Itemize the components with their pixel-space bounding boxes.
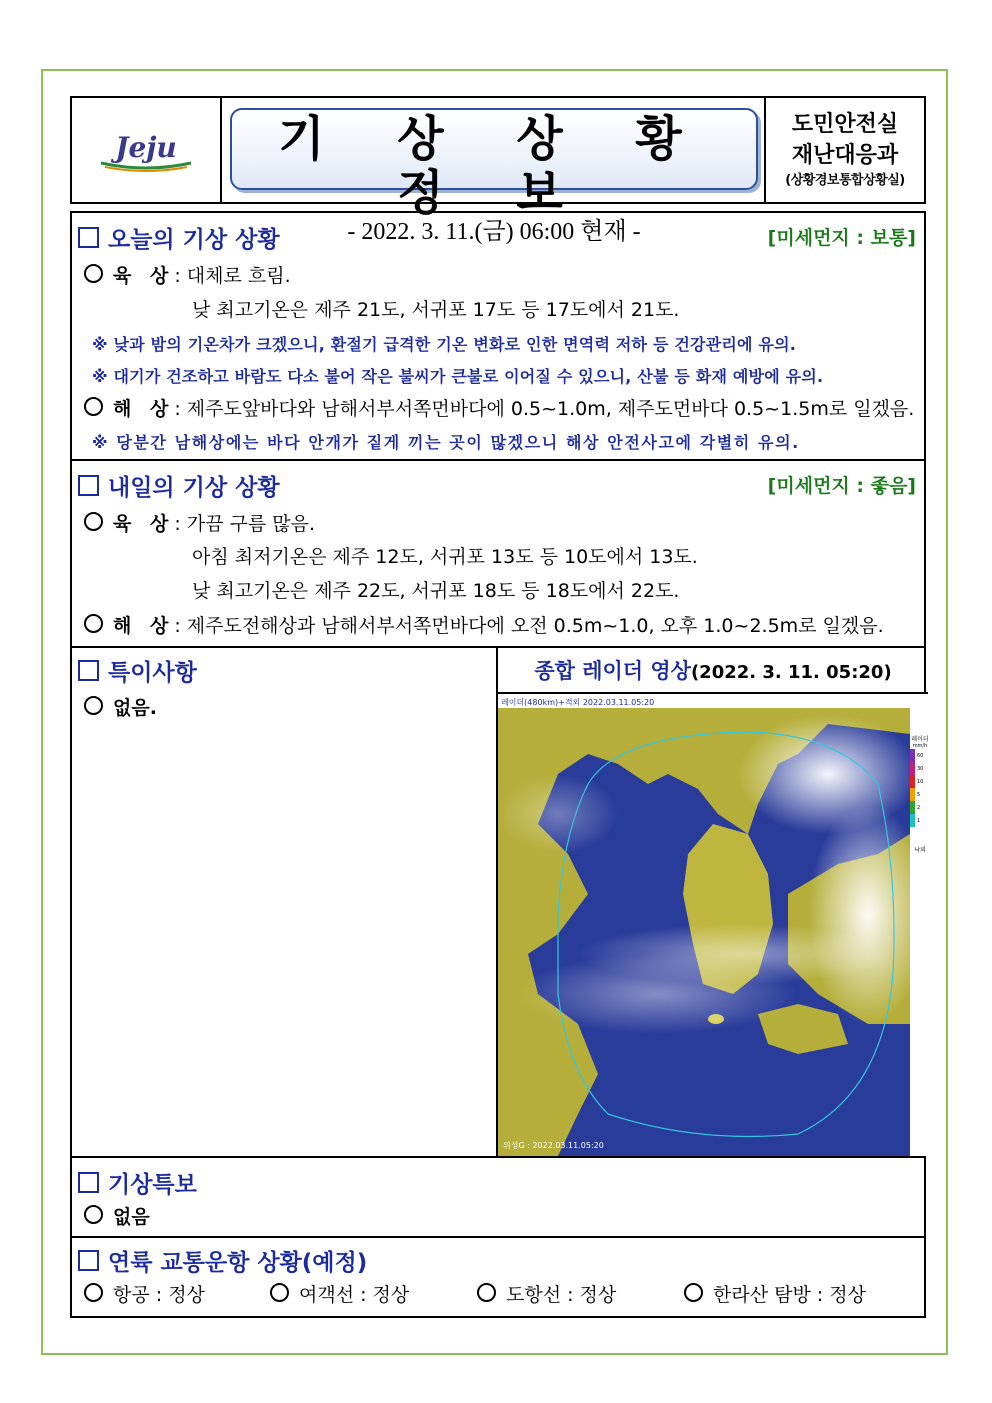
checkbox-square-icon bbox=[78, 475, 99, 496]
tomorrow-land-label: 육 상 bbox=[113, 513, 175, 535]
legend-swatch bbox=[910, 762, 915, 775]
legend-unit: mm/h bbox=[912, 743, 928, 749]
tomorrow-heading: 내일의 기상 상황 bbox=[78, 469, 280, 502]
circle-bullet-icon bbox=[84, 614, 103, 633]
traffic-heading: 연륙 교통운항 상황(예정) bbox=[78, 1244, 367, 1277]
today-note-3: ※ 당분간 남해상에는 바다 안개가 짙게 끼는 곳이 많겠으니 해상 안전사고에 각별히 유의. bbox=[92, 433, 800, 452]
legend-value: 5 bbox=[917, 791, 921, 798]
today-dust: [미세먼지 : 보통] bbox=[767, 227, 916, 249]
checkbox-square-icon bbox=[78, 1250, 99, 1271]
legend-value: 30 bbox=[917, 765, 924, 772]
special-heading: 특이사항 bbox=[78, 654, 197, 687]
legend-item bbox=[910, 749, 930, 762]
legend-swatch bbox=[910, 814, 915, 827]
today-section bbox=[70, 211, 926, 461]
legend-value: 2 bbox=[917, 804, 921, 811]
circle-bullet-icon bbox=[477, 1283, 496, 1302]
radar-panel bbox=[496, 648, 928, 1156]
legend-item bbox=[910, 814, 930, 827]
today-heading: 오늘의 기상 상황 bbox=[78, 221, 280, 254]
radar-title: 종합 레이더 영상(2022. 3. 11. 05:20) bbox=[498, 648, 928, 694]
page-subtitle: - 2022. 3. 11.(금) 06:00 현재 - bbox=[347, 219, 641, 245]
legend-extra: 낙뢰 bbox=[914, 847, 926, 854]
checkbox-square-icon bbox=[78, 227, 99, 248]
today-land-text: : 대체로 흐림. bbox=[174, 265, 291, 287]
legend-swatch bbox=[910, 801, 915, 814]
department bbox=[764, 98, 924, 202]
circle-bullet-icon bbox=[270, 1283, 289, 1302]
traffic-item-island-ferry: 도항선 : 정상 bbox=[477, 1280, 616, 1307]
traffic-item-ferry: 여객선 : 정상 bbox=[270, 1280, 409, 1307]
radar-legend bbox=[910, 694, 930, 1156]
legend-swatch bbox=[910, 775, 915, 788]
dept-line3: (상황경보통합상황실) bbox=[785, 173, 905, 188]
tomorrow-day-temp: 낮 최고기온은 제주 22도, 서귀포 18도 등 18도에서 22도. bbox=[192, 580, 680, 602]
radar-satellite-image bbox=[498, 694, 910, 1156]
circle-bullet-icon bbox=[84, 397, 103, 416]
circle-bullet-icon bbox=[84, 696, 103, 715]
circle-bullet-icon bbox=[684, 1283, 703, 1302]
legend-item bbox=[910, 762, 930, 775]
warning-item: 없음 bbox=[84, 1202, 150, 1229]
jeju-logo bbox=[72, 98, 222, 202]
warning-section bbox=[70, 1158, 926, 1238]
traffic-item-hallasan: 한라산 탐방 : 정상 bbox=[684, 1280, 866, 1307]
radar-timestamp: (2022. 3. 11. 05:20) bbox=[690, 662, 892, 683]
special-section bbox=[70, 648, 929, 1158]
tomorrow-land-row bbox=[84, 509, 315, 536]
tomorrow-sea-label: 해 상 bbox=[113, 615, 175, 637]
logo-text: Jeju bbox=[115, 131, 177, 164]
circle-bullet-icon bbox=[84, 1283, 103, 1302]
tomorrow-land-text: : 가끔 구름 많음. bbox=[174, 513, 316, 535]
jeju-logo-icon bbox=[91, 125, 201, 175]
checkbox-square-icon bbox=[78, 1172, 99, 1193]
traffic-section bbox=[70, 1238, 926, 1318]
today-sea-text: : 제주도앞바다와 남해서부서쪽먼바다에 0.5~1.0m, 제주도먼바다 0.5~1.5m로 일겠음. bbox=[174, 398, 915, 420]
dept-line2: 재난대응과 bbox=[791, 143, 899, 168]
legend-item bbox=[910, 775, 930, 788]
today-note-1: ※ 낮과 밤의 기온차가 크겠으니, 환절기 급격한 기온 변화로 인한 면역력 저하 등 건강관리에 유의. bbox=[92, 335, 797, 354]
checkbox-square-icon bbox=[78, 660, 99, 681]
tomorrow-dust: [미세먼지 : 좋음] bbox=[767, 475, 916, 497]
tomorrow-sea-row bbox=[84, 611, 884, 638]
legend-swatch bbox=[910, 788, 915, 801]
special-item: 없음. bbox=[84, 693, 157, 720]
title-box bbox=[230, 108, 758, 245]
tomorrow-sea-text: : 제주도전해상과 남해서부서쪽먼바다에 오전 0.5m~1.0, 오후 1.0~2.5m로 일겠음. bbox=[174, 615, 884, 637]
warning-heading: 기상특보 bbox=[78, 1166, 197, 1199]
tomorrow-morning-temp: 아침 최저기온은 제주 12도, 서귀포 13도 등 10도에서 13도. bbox=[192, 546, 698, 568]
traffic-item-air: 항공 : 정상 bbox=[84, 1280, 205, 1307]
legend-scale bbox=[910, 749, 930, 827]
legend-value: 60 bbox=[917, 752, 924, 759]
today-land-label: 육 상 bbox=[113, 265, 175, 287]
legend-title: 레이더 bbox=[911, 736, 929, 743]
radar-image-footer: 위성G : 2022.03.11.05:20 bbox=[503, 1141, 604, 1150]
tomorrow-section bbox=[70, 461, 926, 648]
legend-value: 10 bbox=[917, 778, 924, 785]
legend-value: 1 bbox=[917, 817, 921, 824]
today-sea-label: 해 상 bbox=[113, 398, 175, 420]
circle-bullet-icon bbox=[84, 264, 103, 283]
today-note-2: ※ 대기가 건조하고 바람도 다소 불어 작은 불씨가 큰불로 이어질 수 있으니, 산불 등 화재 예방에 유의. bbox=[92, 367, 824, 386]
circle-bullet-icon bbox=[84, 512, 103, 531]
legend-item bbox=[910, 788, 930, 801]
legend-swatch bbox=[910, 749, 915, 762]
dept-line1: 도민안전실 bbox=[791, 112, 899, 137]
today-sea-row bbox=[84, 394, 914, 421]
radar-image-label: 레이더(480km)+적외 2022.03.11.05:20 bbox=[501, 698, 655, 707]
today-land-temp: 낮 최고기온은 제주 21도, 서귀포 17도 등 17도에서 21도. bbox=[192, 299, 680, 321]
today-land-row bbox=[84, 261, 291, 288]
page-title: 기 상 상 황 정 보 bbox=[278, 111, 710, 221]
circle-bullet-icon bbox=[84, 1205, 103, 1224]
legend-item bbox=[910, 801, 930, 814]
